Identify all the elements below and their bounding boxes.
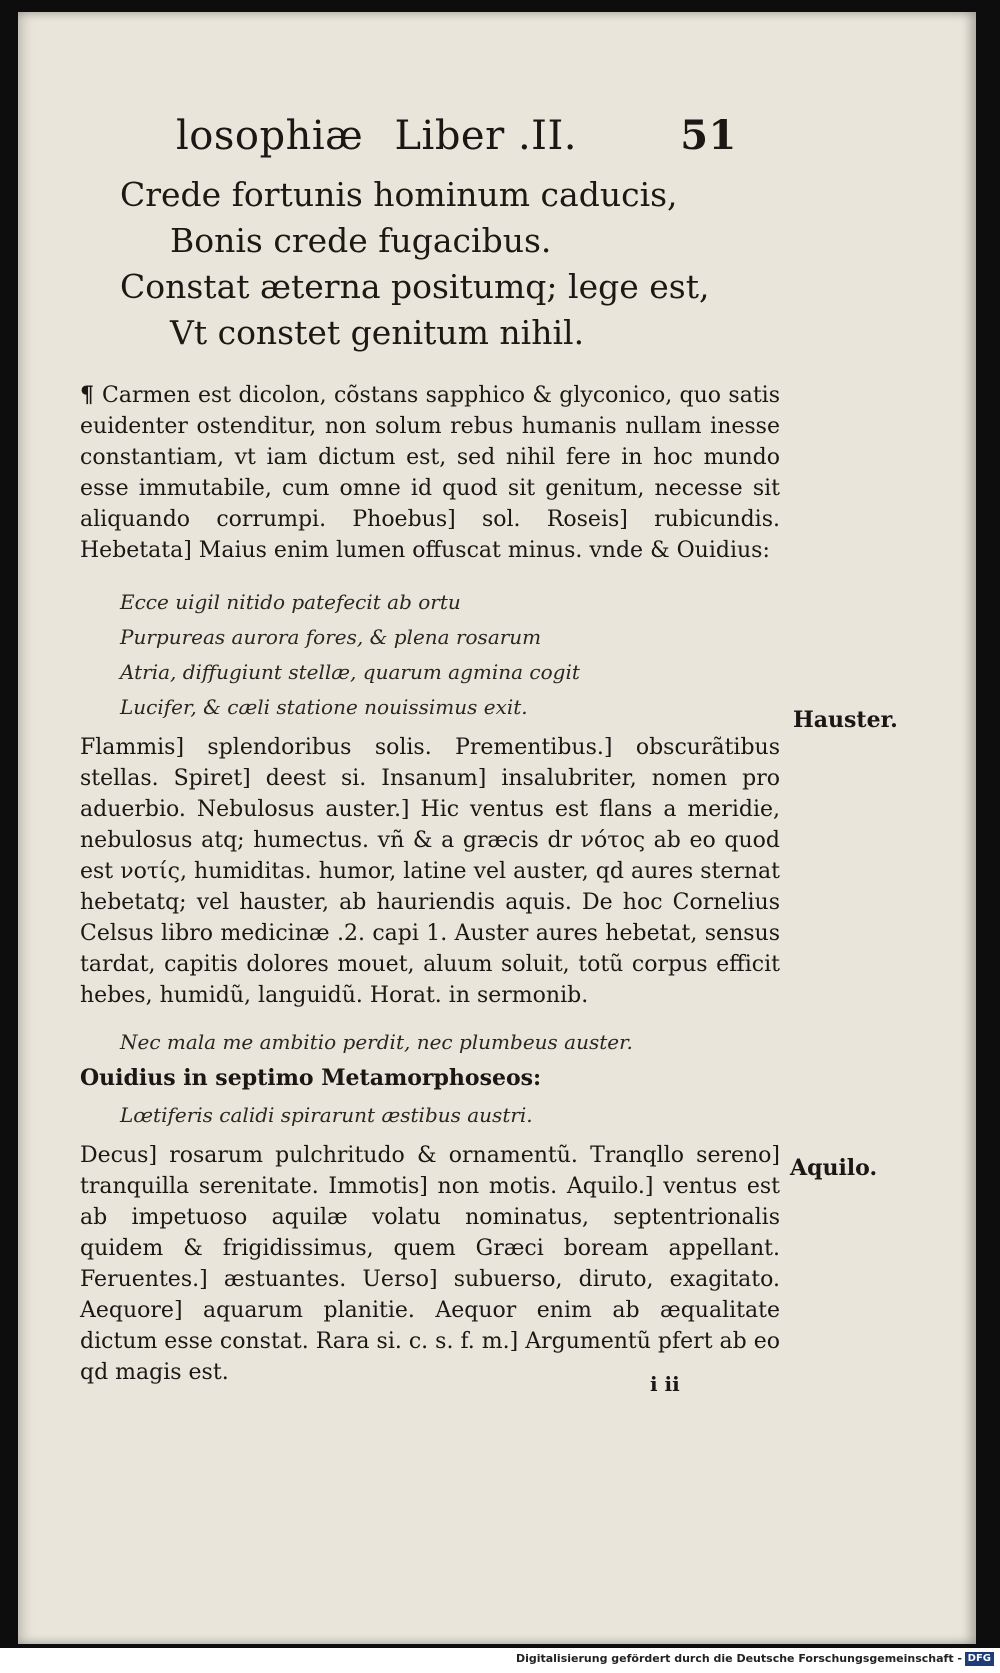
running-header [176, 112, 737, 159]
running-title: losophiæ [176, 113, 364, 159]
quote-line: Lœtiferis calidi spirarunt æstibus austri. [120, 1103, 533, 1127]
verse-line: Bonis crede fugacibus. [170, 221, 552, 260]
signature-mark: i ii [650, 1372, 680, 1396]
commentary-paragraph [80, 380, 780, 580]
quote-line: Nec mala me ambitio perdit, nec plumbeus auster. [120, 1030, 633, 1054]
verse-line: Constat æterna positumq; lege est, [120, 267, 710, 306]
dfg-logo: DFG [965, 1652, 994, 1666]
quote-line: Lucifer, & cæli statione nouissimus exit. [120, 695, 528, 719]
folio-number: 51 [680, 112, 737, 159]
verse-line: Crede fortunis hominum caducis, [120, 175, 678, 214]
commentary-line: Ouidius in septimo Metamorphoseos: [80, 1065, 542, 1091]
margin-note-hauster: Hauster. [793, 707, 898, 733]
margin-note-aquilo: Aquilo. [790, 1155, 878, 1181]
commentary-paragraph: Flammis] splendoribus solis. Prementibus.] obscurãtibus stellas. Spiret] deest si. Insanum] insalubriter, nomen pro aduerbio. Nebulosus auster.] Hic ventus est flans a meridie, nebulosus atq; humectus. vñ & a græcis dr νότος ab eo quod est νοτίς, humiditas. humor, latine vel auster, qd aures sternat hebetatq; vel hauster, ab hauriendis aquis. De hoc Cornelius Celsus libro medicinæ .2. capi 1. Auster aures hebetat, sensus tardat, capitis dolores mouet, aluum soluit, totũ corpus efficit hebes, humidũ, languidũ. Horat. in sermonib. [80, 735, 780, 1008]
quote-line: Purpureas aurora fores, & plena rosarum [120, 625, 542, 649]
commentary-text: Carmen est dicolon, cõstans sapphico & glyconico, quo satis euidenter ostenditur, non solum rebus humanis nullam inesse constantiam, vt iam dictum est, sed nihil fere in hoc mundo esse immutabile, cum omne id quod sit genitum, necesse sit aliquando corrumpi. Phoebus] sol. Roseis] rubicundis. Hebetata] Maius enim lumen offuscat minus. vnde & Ouidius: [80, 383, 781, 563]
book-number: Liber .II. [394, 113, 577, 159]
commentary-paragraph: Decus] rosarum pulchritudo & ornamentũ. Tranqllo sereno] tranquilla serenitate. Immotis] non motis. Aquilo.] ventus est ab impetuoso aquilæ volatu nominatus, septentrionalis quidem & frigidissimus, quem Græci boream appellant. Feruentes.] æstuantes. Uerso] subuerso, diruto, exagitato. Aequore] aquarum planitie. Aequor enim ab æqualitate dictum esse constat. Rara si. c. s. f. m.] Argumentũ pfert ab eo qd magis est. [80, 1143, 780, 1385]
verse-line: Vt constet genitum nihil. [170, 313, 585, 352]
quote-line: Atria, diffugiunt stellæ, quarum agmina cogit [120, 660, 580, 684]
digitization-credit: Digitalisierung gefördert durch die Deutsche Forschungsgemeinschaft - [515, 1652, 962, 1665]
quote-line: Ecce uigil nitido patefecit ab ortu [120, 590, 461, 614]
paragraph-mark: ¶ [80, 382, 103, 408]
